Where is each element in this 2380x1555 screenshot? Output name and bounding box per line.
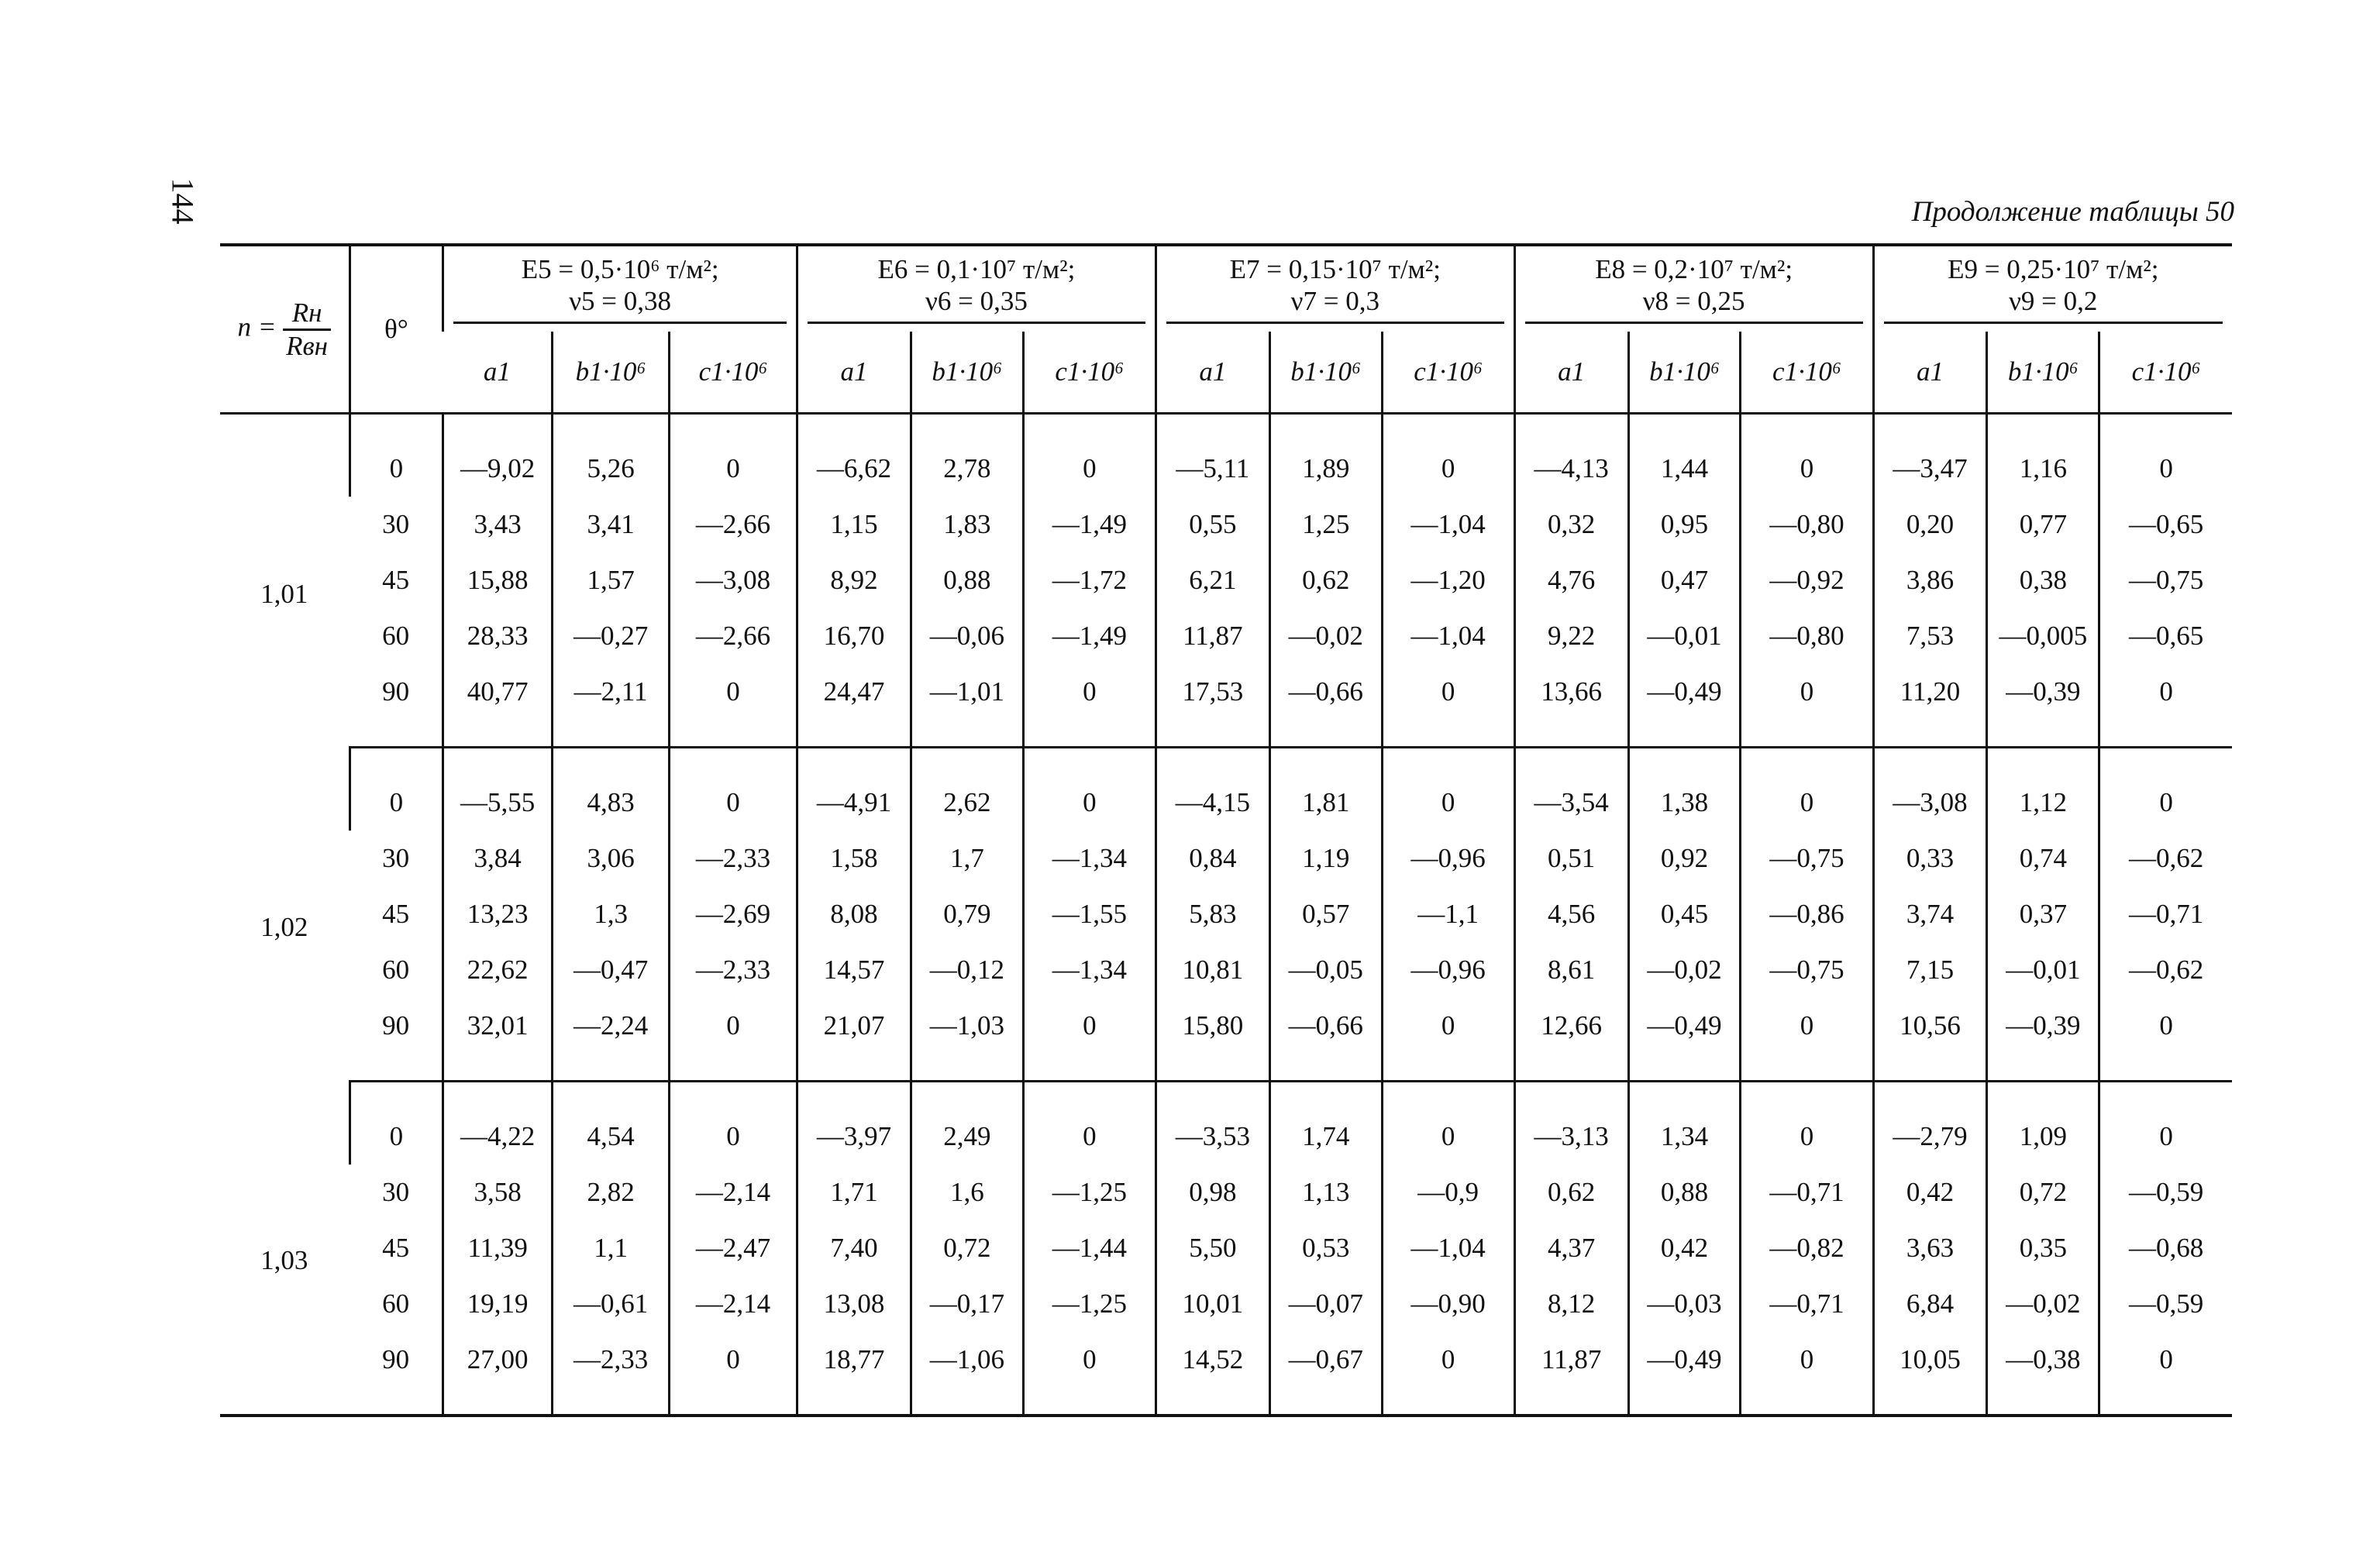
theta-cell: 60 <box>382 621 410 651</box>
value-cell: 1,3 <box>553 886 670 942</box>
value-cell: 0 <box>670 998 797 1082</box>
value-cell: 10,01 <box>1156 1276 1269 1332</box>
theta-column-header: θ° <box>350 245 443 414</box>
value-cell: —2,11 <box>553 664 670 748</box>
table-row <box>220 748 2232 831</box>
value-cell: 10,05 <box>1873 1332 1987 1416</box>
sub-header-a1: a1 <box>1873 332 1987 414</box>
value-cell: 0,84 <box>1156 831 1269 886</box>
value-cell: 1,81 <box>1269 748 1382 831</box>
sub-header-a1: a1 <box>1156 332 1269 414</box>
table-row <box>220 608 2232 664</box>
value-cell: 1,58 <box>797 831 911 886</box>
value-cell: —0,27 <box>553 608 670 664</box>
value-cell: 0 <box>1382 748 1514 831</box>
value-cell: 8,12 <box>1514 1276 1628 1332</box>
value-cell: —0,96 <box>1382 942 1514 998</box>
value-cell: 7,40 <box>797 1220 911 1276</box>
value-cell: —0,005 <box>1987 608 2099 664</box>
value-cell: 1,71 <box>797 1165 911 1220</box>
value-cell: 3,84 <box>443 831 553 886</box>
value-cell: 1,25 <box>1269 497 1382 552</box>
theta-cell: 90 <box>350 998 443 1082</box>
value-cell: —1,03 <box>911 998 1023 1082</box>
value-cell: —1,1 <box>1382 886 1514 942</box>
value-cell: 3,58 <box>443 1165 553 1220</box>
value-cell: —0,49 <box>1628 1332 1741 1416</box>
value-cell: —3,13 <box>1514 1082 1628 1165</box>
value-cell: —3,54 <box>1514 748 1628 831</box>
value-cell: 0 <box>2099 748 2232 831</box>
theta-cell: 30 <box>382 843 410 873</box>
value-cell: 3,63 <box>1873 1220 1987 1276</box>
value-cell: —0,67 <box>1269 1332 1382 1416</box>
value-cell: 11,87 <box>1156 608 1269 664</box>
value-cell: —0,17 <box>911 1276 1023 1332</box>
value-cell: —0,82 <box>1741 1220 1873 1276</box>
value-cell: 0,20 <box>1873 497 1987 552</box>
value-cell: 1,1 <box>553 1220 670 1276</box>
value-cell: 24,47 <box>797 664 911 748</box>
value-cell: —1,34 <box>1023 942 1156 998</box>
theta-cell: 45 <box>382 899 410 929</box>
value-cell: 0 <box>2099 998 2232 1082</box>
value-cell: 32,01 <box>443 998 553 1082</box>
n-value-cell: 1,02 <box>260 912 308 942</box>
sub-header-c1: c1·10⁶ <box>1741 332 1873 414</box>
value-cell: —0,65 <box>2099 608 2232 664</box>
value-cell: —0,62 <box>2099 831 2232 886</box>
value-cell: —2,14 <box>670 1276 797 1332</box>
value-cell: 4,56 <box>1514 886 1628 942</box>
value-cell: —0,39 <box>1987 664 2099 748</box>
data-table <box>220 243 2232 1417</box>
value-cell: 0,72 <box>911 1220 1023 1276</box>
value-cell: 0,88 <box>911 552 1023 608</box>
value-cell: 0 <box>670 414 797 497</box>
value-cell: 0,79 <box>911 886 1023 942</box>
value-cell: 14,57 <box>797 942 911 998</box>
table-row <box>220 1332 2232 1416</box>
value-cell: 10,56 <box>1873 998 1987 1082</box>
value-cell: 0,35 <box>1987 1220 2099 1276</box>
value-cell: 0 <box>1023 998 1156 1082</box>
value-cell: 0,47 <box>1628 552 1741 608</box>
theta-cell: 0 <box>350 414 443 497</box>
value-cell: 0 <box>1023 1332 1156 1416</box>
value-cell: 15,80 <box>1156 998 1269 1082</box>
value-cell: —2,33 <box>670 942 797 998</box>
value-cell: 2,82 <box>553 1165 670 1220</box>
value-cell: —2,24 <box>553 998 670 1082</box>
value-cell: —6,62 <box>797 414 911 497</box>
value-cell: —0,07 <box>1269 1276 1382 1332</box>
sub-header-c1: c1·10⁶ <box>1023 332 1156 414</box>
value-cell: 0 <box>1741 998 1873 1082</box>
value-cell: —0,92 <box>1741 552 1873 608</box>
value-cell: 0,74 <box>1987 831 2099 886</box>
value-cell: —0,9 <box>1382 1165 1514 1220</box>
value-cell: 18,77 <box>797 1332 911 1416</box>
value-cell: —0,90 <box>1382 1276 1514 1332</box>
value-cell: 1,12 <box>1987 748 2099 831</box>
value-cell: —0,02 <box>1987 1276 2099 1332</box>
value-cell: —1,04 <box>1382 608 1514 664</box>
table-body <box>220 414 2232 1416</box>
value-cell: 0 <box>670 1082 797 1165</box>
page-number: 144 <box>165 177 201 225</box>
table-row <box>220 414 2232 497</box>
value-cell: —2,79 <box>1873 1082 1987 1165</box>
value-cell: —0,75 <box>1741 942 1873 998</box>
theta-cell: 30 <box>382 1177 410 1207</box>
value-cell: 0,55 <box>1156 497 1269 552</box>
value-cell: 0 <box>1741 748 1873 831</box>
value-cell: 1,38 <box>1628 748 1741 831</box>
value-cell: —0,02 <box>1628 942 1741 998</box>
n-column-header <box>220 245 350 414</box>
value-cell: —4,15 <box>1156 748 1269 831</box>
value-cell: 5,83 <box>1156 886 1269 942</box>
theta-cell: 90 <box>350 1332 443 1416</box>
value-cell: 27,00 <box>443 1332 553 1416</box>
sub-header-a1: a1 <box>797 332 911 414</box>
value-cell: —0,75 <box>1741 831 1873 886</box>
value-cell: —2,33 <box>553 1332 670 1416</box>
value-cell: 0 <box>1741 1082 1873 1165</box>
value-cell: 0,98 <box>1156 1165 1269 1220</box>
value-cell: 2,62 <box>911 748 1023 831</box>
value-cell: 0 <box>1382 414 1514 497</box>
value-cell: —2,66 <box>670 497 797 552</box>
value-cell: 4,76 <box>1514 552 1628 608</box>
group-header-4: E8 = 0,2·10⁷ т/м²; ν8 = 0,25 <box>1514 245 1873 332</box>
value-cell: —1,49 <box>1023 497 1156 552</box>
table-row <box>220 1165 2232 1220</box>
value-cell: 7,15 <box>1873 942 1987 998</box>
value-cell: —0,49 <box>1628 664 1741 748</box>
table-row <box>220 552 2232 608</box>
sub-header-b1: b1·10⁶ <box>911 332 1023 414</box>
value-cell: —1,06 <box>911 1332 1023 1416</box>
value-cell: 1,7 <box>911 831 1023 886</box>
value-cell: 0 <box>1023 664 1156 748</box>
group-header-5: E9 = 0,25·10⁷ т/м²; ν9 = 0,2 <box>1873 245 2232 332</box>
table-row <box>220 998 2232 1082</box>
n-label-prefix: n = <box>237 311 277 342</box>
value-cell: —0,86 <box>1741 886 1873 942</box>
value-cell: 1,19 <box>1269 831 1382 886</box>
table-row <box>220 1082 2232 1165</box>
value-cell: —4,22 <box>443 1082 553 1165</box>
value-cell: 1,83 <box>911 497 1023 552</box>
value-cell: 0 <box>670 1332 797 1416</box>
value-cell: 3,86 <box>1873 552 1987 608</box>
value-cell: 12,66 <box>1514 998 1628 1082</box>
value-cell: 0,57 <box>1269 886 1382 942</box>
value-cell: —0,02 <box>1269 608 1382 664</box>
table-row <box>220 1276 2232 1332</box>
value-cell: 10,81 <box>1156 942 1269 998</box>
n-value-cell: 1,01 <box>260 578 308 609</box>
value-cell: 0,42 <box>1873 1165 1987 1220</box>
table-row <box>220 886 2232 942</box>
value-cell: —0,71 <box>2099 886 2232 942</box>
sub-header-b1: b1·10⁶ <box>553 332 670 414</box>
value-cell: 5,50 <box>1156 1220 1269 1276</box>
value-cell: 0,53 <box>1269 1220 1382 1276</box>
value-cell: 0 <box>2099 1082 2232 1165</box>
value-cell: —1,25 <box>1023 1276 1156 1332</box>
value-cell: 0 <box>1023 1082 1156 1165</box>
value-cell: —0,39 <box>1987 998 2099 1082</box>
table-row <box>220 1220 2232 1276</box>
value-cell: —0,65 <box>2099 497 2232 552</box>
value-cell: 3,06 <box>553 831 670 886</box>
value-cell: 0 <box>2099 414 2232 497</box>
value-cell: —1,49 <box>1023 608 1156 664</box>
value-cell: —0,80 <box>1741 497 1873 552</box>
value-cell: 3,41 <box>553 497 670 552</box>
theta-cell: 60 <box>382 955 410 985</box>
value-cell: 0 <box>1382 998 1514 1082</box>
value-cell: 0 <box>670 748 797 831</box>
value-cell: 3,74 <box>1873 886 1987 942</box>
value-cell: 0,88 <box>1628 1165 1741 1220</box>
value-cell: —1,01 <box>911 664 1023 748</box>
value-cell: —0,59 <box>2099 1276 2232 1332</box>
value-cell: 0,32 <box>1514 497 1628 552</box>
value-cell: —3,47 <box>1873 414 1987 497</box>
value-cell: —0,71 <box>1741 1276 1873 1332</box>
value-cell: 0,37 <box>1987 886 2099 942</box>
value-cell: 7,53 <box>1873 608 1987 664</box>
value-cell: 1,74 <box>1269 1082 1382 1165</box>
value-cell: 0,62 <box>1514 1165 1628 1220</box>
value-cell: —0,12 <box>911 942 1023 998</box>
value-cell: 14,52 <box>1156 1332 1269 1416</box>
value-cell: 22,62 <box>443 942 553 998</box>
value-cell: 0,95 <box>1628 497 1741 552</box>
value-cell: 0,77 <box>1987 497 2099 552</box>
value-cell: —4,91 <box>797 748 911 831</box>
value-cell: —0,05 <box>1269 942 1382 998</box>
table-row <box>220 497 2232 552</box>
value-cell: 0 <box>1382 664 1514 748</box>
value-cell: —1,34 <box>1023 831 1156 886</box>
value-cell: 0 <box>670 664 797 748</box>
value-cell: 6,21 <box>1156 552 1269 608</box>
value-cell: 11,87 <box>1514 1332 1628 1416</box>
value-cell: 8,08 <box>797 886 911 942</box>
value-cell: 0,38 <box>1987 552 2099 608</box>
value-cell: 0 <box>1741 414 1873 497</box>
theta-cell: 30 <box>382 509 410 539</box>
value-cell: —0,49 <box>1628 998 1741 1082</box>
value-cell: 0,45 <box>1628 886 1741 942</box>
value-cell: —9,02 <box>443 414 553 497</box>
value-cell: 0,62 <box>1269 552 1382 608</box>
value-cell: 0 <box>1382 1332 1514 1416</box>
value-cell: —2,47 <box>670 1220 797 1276</box>
value-cell: 0 <box>1023 748 1156 831</box>
value-cell: —1,44 <box>1023 1220 1156 1276</box>
value-cell: 0,33 <box>1873 831 1987 886</box>
value-cell: 19,19 <box>443 1276 553 1332</box>
value-cell: 8,61 <box>1514 942 1628 998</box>
value-cell: —0,01 <box>1987 942 2099 998</box>
sub-header-a1: a1 <box>443 332 553 414</box>
value-cell: —1,72 <box>1023 552 1156 608</box>
group-header-1: E5 = 0,5·10⁶ т/м²; ν5 = 0,38 <box>443 245 797 332</box>
value-cell: —0,47 <box>553 942 670 998</box>
sub-header-c1: c1·10⁶ <box>670 332 797 414</box>
value-cell: 17,53 <box>1156 664 1269 748</box>
theta-cell: 45 <box>382 1233 410 1263</box>
value-cell: 1,13 <box>1269 1165 1382 1220</box>
value-cell: 1,89 <box>1269 414 1382 497</box>
value-cell: 1,57 <box>553 552 670 608</box>
value-cell: 11,39 <box>443 1220 553 1276</box>
value-cell: —0,38 <box>1987 1332 2099 1416</box>
value-cell: —0,96 <box>1382 831 1514 886</box>
value-cell: —2,33 <box>670 831 797 886</box>
value-cell: 1,15 <box>797 497 911 552</box>
value-cell: 9,22 <box>1514 608 1628 664</box>
table-caption: Продолжение таблицы 50 <box>1911 196 2234 228</box>
value-cell: 21,07 <box>797 998 911 1082</box>
value-cell: —0,01 <box>1628 608 1741 664</box>
n-value-cell: 1,03 <box>260 1245 308 1276</box>
value-cell: —3,53 <box>1156 1082 1269 1165</box>
value-cell: —1,20 <box>1382 552 1514 608</box>
value-cell: —0,80 <box>1741 608 1873 664</box>
sub-header-c1: c1·10⁶ <box>2099 332 2232 414</box>
value-cell: —0,59 <box>2099 1165 2232 1220</box>
value-cell: 13,66 <box>1514 664 1628 748</box>
value-cell: 5,26 <box>553 414 670 497</box>
value-cell: 40,77 <box>443 664 553 748</box>
value-cell: —1,25 <box>1023 1165 1156 1220</box>
value-cell: 28,33 <box>443 608 553 664</box>
value-cell: 13,08 <box>797 1276 911 1332</box>
value-cell: —2,69 <box>670 886 797 942</box>
sub-header-b1: b1·10⁶ <box>1628 332 1741 414</box>
value-cell: 0,72 <box>1987 1165 2099 1220</box>
value-cell: —3,97 <box>797 1082 911 1165</box>
value-cell: —1,55 <box>1023 886 1156 942</box>
value-cell: 13,23 <box>443 886 553 942</box>
value-cell: 2,49 <box>911 1082 1023 1165</box>
value-cell: —0,66 <box>1269 998 1382 1082</box>
sub-header-a1: a1 <box>1514 332 1628 414</box>
value-cell: 1,09 <box>1987 1082 2099 1165</box>
table-row <box>220 942 2232 998</box>
sub-header-b1: b1·10⁶ <box>1987 332 2099 414</box>
value-cell: —0,06 <box>911 608 1023 664</box>
value-cell: —0,62 <box>2099 942 2232 998</box>
value-cell: 0,51 <box>1514 831 1628 886</box>
theta-cell: 90 <box>350 664 443 748</box>
value-cell: —0,71 <box>1741 1165 1873 1220</box>
value-cell: —0,75 <box>2099 552 2232 608</box>
value-cell: 0,92 <box>1628 831 1741 886</box>
value-cell: —3,08 <box>670 552 797 608</box>
value-cell: 1,44 <box>1628 414 1741 497</box>
value-cell: 8,92 <box>797 552 911 608</box>
group-header-3: E7 = 0,15·10⁷ т/м²; ν7 = 0,3 <box>1156 245 1514 332</box>
value-cell: —1,04 <box>1382 1220 1514 1276</box>
value-cell: 1,34 <box>1628 1082 1741 1165</box>
value-cell: 15,88 <box>443 552 553 608</box>
value-cell: 16,70 <box>797 608 911 664</box>
value-cell: —2,14 <box>670 1165 797 1220</box>
n-denominator: Rвн <box>286 330 329 361</box>
sub-header-c1: c1·10⁶ <box>1382 332 1514 414</box>
value-cell: —0,68 <box>2099 1220 2232 1276</box>
n-numerator: Rн <box>283 298 331 331</box>
value-cell: 0 <box>1741 1332 1873 1416</box>
value-cell: 4,83 <box>553 748 670 831</box>
value-cell: 0,42 <box>1628 1220 1741 1276</box>
value-cell: —2,66 <box>670 608 797 664</box>
value-cell: 6,84 <box>1873 1276 1987 1332</box>
sub-header-b1: b1·10⁶ <box>1269 332 1382 414</box>
value-cell: —1,04 <box>1382 497 1514 552</box>
theta-cell: 0 <box>350 748 443 831</box>
value-cell: 0 <box>1023 414 1156 497</box>
value-cell: 0 <box>2099 664 2232 748</box>
table-row <box>220 664 2232 748</box>
value-cell: 1,16 <box>1987 414 2099 497</box>
value-cell: 0 <box>1741 664 1873 748</box>
theta-cell: 60 <box>382 1288 410 1319</box>
value-cell: —0,66 <box>1269 664 1382 748</box>
value-cell: —4,13 <box>1514 414 1628 497</box>
value-cell: 0 <box>1382 1082 1514 1165</box>
theta-cell: 0 <box>350 1082 443 1165</box>
value-cell: 4,37 <box>1514 1220 1628 1276</box>
value-cell: —0,03 <box>1628 1276 1741 1332</box>
value-cell: —3,08 <box>1873 748 1987 831</box>
theta-cell: 45 <box>382 565 410 595</box>
value-cell: —5,11 <box>1156 414 1269 497</box>
value-cell: 1,6 <box>911 1165 1023 1220</box>
value-cell: 0 <box>2099 1332 2232 1416</box>
value-cell: 2,78 <box>911 414 1023 497</box>
table-row <box>220 831 2232 886</box>
value-cell: 11,20 <box>1873 664 1987 748</box>
group-header-2: E6 = 0,1·10⁷ т/м²; ν6 = 0,35 <box>797 245 1156 332</box>
value-cell: —0,61 <box>553 1276 670 1332</box>
value-cell: 3,43 <box>443 497 553 552</box>
value-cell: —5,55 <box>443 748 553 831</box>
value-cell: 4,54 <box>553 1082 670 1165</box>
n-ratio-fraction <box>283 298 331 362</box>
